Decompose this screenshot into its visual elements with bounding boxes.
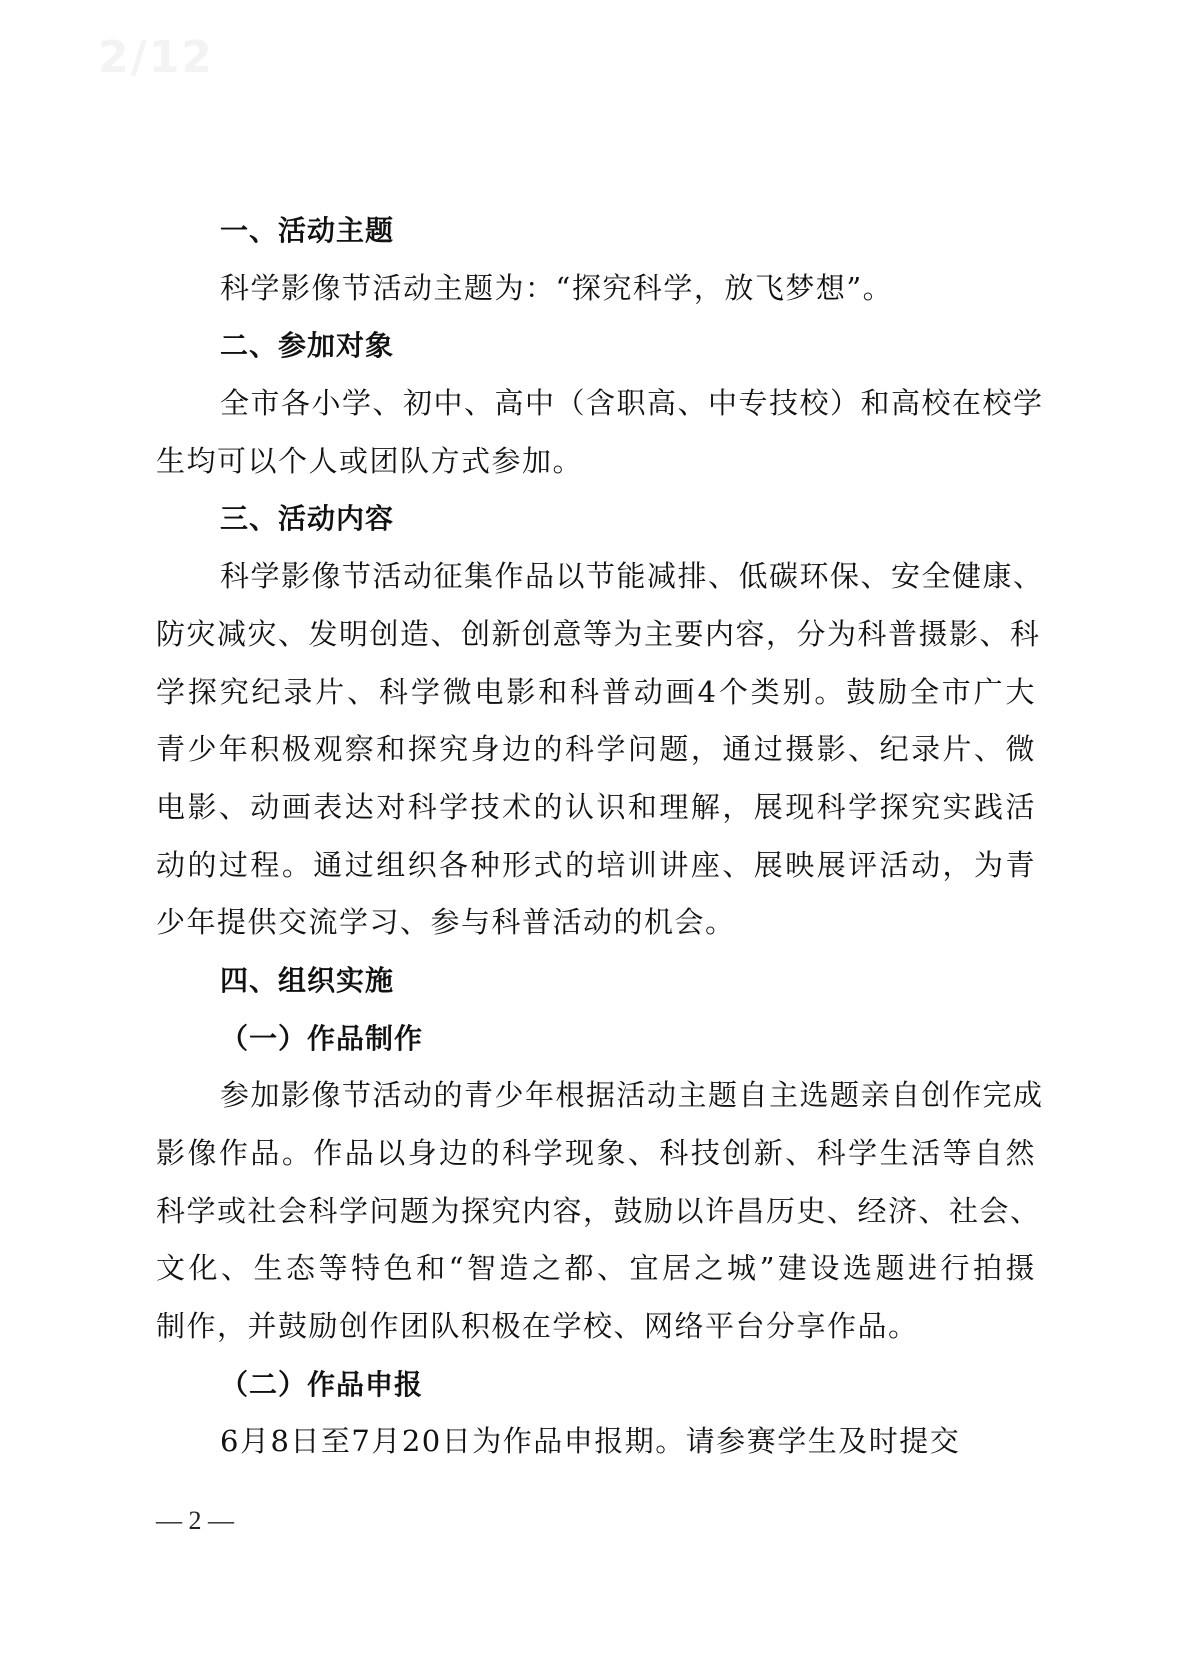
paragraph-line: 青少年积极观察和探究身边的科学问题，通过摄影、纪录片、微 [156,732,1036,767]
heading-text: （二）作品申报 [220,1367,424,1401]
section-heading [156,952,1036,1010]
paragraph-line: 6月8日至7月20日为作品申报期。请参赛学生及时提交 [220,1424,961,1459]
document-body [156,202,1044,1471]
section-heading [156,317,1036,375]
section-heading [156,202,1036,260]
heading-text: 三、活动内容 [220,502,395,536]
paragraph [156,260,1036,318]
paragraph [156,375,1044,490]
heading-text: （一）作品制作 [220,1021,424,1055]
page-count-watermark: 2/12 [98,32,214,83]
paragraph-line: 防灾减灾、发明创造、创新创意等为主要内容，分为科普摄影、科 [156,616,1041,651]
paragraph [156,1413,1036,1471]
section-heading [156,1356,1036,1414]
paragraph-line: 生均可以个人或团队方式参加。 [156,443,584,478]
paragraph [156,548,1044,952]
paragraph-line: 学探究纪录片、科学微电影和科普动画4个类别。鼓励全市广大 [156,674,1036,709]
paragraph [156,1067,1044,1355]
paragraph-line: 动的过程。通过组织各种形式的培训讲座、展映展评活动，为青 [156,847,1036,882]
heading-text: 一、活动主题 [220,214,395,247]
paragraph-line: 科学或社会科学问题为探究内容，鼓励以许昌历史、经济、社会、 [156,1193,1041,1228]
page-number: — 2 — [156,1506,234,1535]
heading-text: 四、组织实施 [220,963,395,997]
heading-text: 二、参加对象 [220,329,395,363]
paragraph-line: 影像作品。作品以身边的科学现象、科技创新、科学生活等自然 [156,1136,1036,1170]
paragraph-line: 少年提供交流学习、参与科普活动的机会。 [156,905,736,940]
paragraph-line: 参加影像节活动的青少年根据活动主题自主选题亲自创作完成 [220,1078,1044,1113]
section-heading [156,1010,1036,1068]
paragraph-line: 科学影像节活动征集作品以节能减排、低碳环保、安全健康、 [220,559,1044,594]
paragraph-line: 全市各小学、初中、高中（含职高、中专技校）和高校在校学 [220,386,1044,421]
paragraph-line: 文化、生态等特色和“智造之都、宜居之城”建设选题进行拍摄 [156,1251,1036,1286]
paragraph-line: 科学影像节活动主题为：“探究科学，放飞梦想”。 [220,270,894,305]
paragraph-line: 制作，并鼓励创作团队积极在学校、网络平台分享作品。 [156,1309,919,1344]
paragraph-line: 电影、动画表达对科学技术的认识和理解，展现科学探究实践活 [156,789,1036,824]
section-heading [156,490,1036,548]
